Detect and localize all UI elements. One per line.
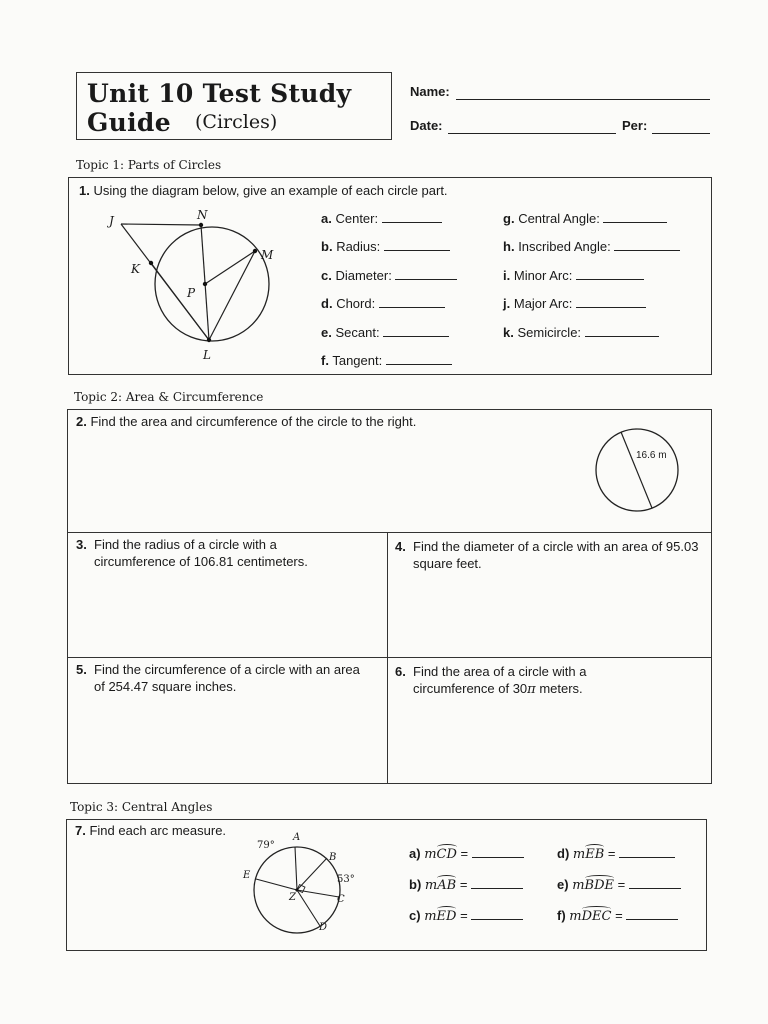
topic2-heading: Topic 2: Area & Circumference [74,390,264,404]
question-7-text: Find each arc measure. [89,823,227,838]
tangent-jn [121,224,201,225]
chord-ml [209,251,255,340]
arc-f-answer-line[interactable] [626,919,678,920]
title-box [76,72,392,140]
topic1-box [68,177,712,375]
column-divider [387,532,388,784]
question-1-number: 1. [79,183,90,198]
question-7 [75,822,226,839]
central-angles-diagram [247,842,357,942]
arc-point-a: A [293,832,301,843]
question-6 [395,663,707,698]
part-minor-arc: i. Minor Arc: [503,268,644,283]
point-label-j: J [109,214,114,228]
arc-question-b: b) mAB = [409,877,523,893]
question-2 [76,413,416,430]
question-4 [395,538,707,572]
part-central-angle: g. Central Angle: [503,211,667,226]
q2-circle-diagram [590,422,686,518]
row-divider-2 [68,657,711,658]
circle-p [155,227,269,341]
page-subtitle: (Circles) [195,111,278,133]
arc-question-e: e) mBDE = [557,877,681,893]
arc-e-answer-line[interactable] [629,888,681,889]
question-5 [76,661,376,695]
arc-a-answer-line[interactable] [472,857,524,858]
part-inscribed-angle: h. Inscribed Angle: [503,239,680,254]
part-diameter: c. Diameter: [321,268,457,283]
center-answer-line[interactable] [382,222,442,223]
arc-b-answer-line[interactable] [471,888,523,889]
arc-question-d: d) mEB = [557,846,675,862]
question-3-number: 3. [76,537,87,552]
per-label: Per: [622,118,648,133]
arc-d-answer-line[interactable] [619,857,675,858]
arc-question-c: c) mED = [409,908,523,924]
question-6-text: Find the area of a circle with a circumference of 30π meters. [413,664,587,697]
question-5-text: Find the circumference of a circle with an area of 254.47 square inches. [94,662,360,694]
arc-point-b: B [329,852,337,863]
diameter-answer-line[interactable] [395,279,457,280]
radius-answer-line[interactable] [384,250,450,251]
question-4-text: Find the diameter of a circle with an area of 95.03 square feet. [413,539,699,571]
part-center: a. Center: [321,211,442,226]
question-4-number: 4. [395,539,406,554]
circle-parts-diagram [99,206,299,366]
chord-answer-line[interactable] [379,307,445,308]
name-label: Name: [410,84,450,99]
secant-answer-line[interactable] [383,336,449,337]
page-title: Unit 10 Test Study Guide [87,79,352,137]
point-label-n: N [197,208,208,222]
part-major-arc: j. Major Arc: [503,296,646,311]
angle-label-53: 53° [337,874,355,885]
question-2-text: Find the area and circumference of the circle to the right. [90,414,417,429]
point-label-p: P [187,286,196,300]
arc-point-e: E [243,870,251,881]
semicircle-answer-line[interactable] [585,336,659,337]
topic1-heading: Topic 1: Parts of Circles [76,158,222,172]
date-field[interactable] [448,133,616,134]
arc-question-f: f) mDEC = [557,908,678,924]
major-arc-answer-line[interactable] [576,307,646,308]
topic3-heading: Topic 3: Central Angles [70,800,213,814]
question-5-number: 5. [76,662,87,677]
arc-question-a: a) mCD = [409,846,524,862]
part-secant: e. Secant: [321,325,449,340]
per-field[interactable] [652,133,710,134]
arc-point-d: D [319,922,328,933]
minor-arc-answer-line[interactable] [576,279,644,280]
central-angle-answer-line[interactable] [603,222,667,223]
chord-kl [151,263,209,340]
date-label: Date: [410,118,443,133]
point-label-m: M [261,248,274,262]
part-radius: b. Radius: [321,239,450,254]
question-3 [76,536,366,570]
question-3-text: Find the radius of a circle with a circumference of 106.81 centimeters. [94,537,308,569]
question-7-number: 7. [75,823,86,838]
arc-c-answer-line[interactable] [471,919,523,920]
topic2-box [67,409,712,784]
q2-diameter-label: 16.6 m [636,450,667,461]
point-label-l: L [203,348,211,362]
question-1 [79,182,448,199]
tangent-answer-line[interactable] [386,364,452,365]
question-2-number: 2. [76,414,87,429]
radius-pm [205,251,255,284]
question-1-text: Using the diagram below, give an example of each circle part. [93,183,448,198]
row-divider-1 [68,532,711,533]
question-6-number: 6. [395,664,406,679]
inscribed-angle-answer-line[interactable] [614,250,680,251]
arc-center-z: Z [289,892,296,903]
topic3-box [66,819,707,951]
point-label-k: K [131,262,140,276]
arc-point-c: C [337,894,345,905]
part-chord: d. Chord: [321,296,445,311]
angle-label-79: 79° [257,840,275,851]
part-semicircle: k. Semicircle: [503,325,659,340]
name-field[interactable] [456,99,710,100]
part-tangent: f. Tangent: [321,353,452,368]
